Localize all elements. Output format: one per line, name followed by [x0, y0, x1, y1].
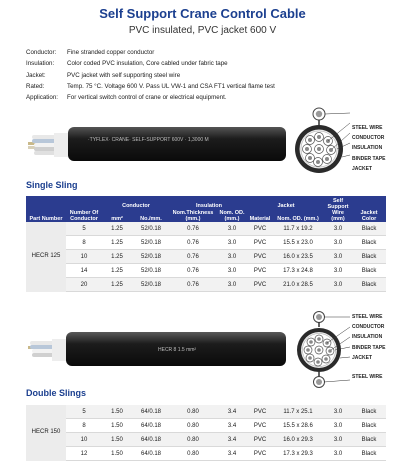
page-title: Self Support Crane Control Cable	[99, 6, 306, 21]
table-cell: 20	[66, 278, 102, 292]
table-cell: PVC	[248, 222, 272, 236]
table-row	[26, 250, 386, 264]
table-cell: 52/0.18	[132, 222, 170, 236]
table-cell: Black	[352, 222, 386, 236]
table-cell: 3.0	[324, 419, 352, 433]
table-cell: 3.0	[324, 433, 352, 447]
table-cell: PVC	[248, 264, 272, 278]
table-cell: 3.0	[216, 250, 248, 264]
table-cell: 3.0	[324, 264, 352, 278]
callout-label: STEEL WIRE	[352, 374, 383, 381]
table-cell: PVC	[248, 405, 272, 419]
table-cell: 1.50	[102, 447, 132, 461]
callout-label: STEEL WIRE	[352, 125, 383, 131]
callout-label: CONDUCTOR	[352, 324, 385, 331]
spec-row-insulation	[26, 58, 386, 69]
table-cell: 3.0	[216, 236, 248, 250]
spec-key: Rated:	[26, 82, 45, 90]
table-cell: 14	[66, 264, 102, 278]
table-cell: 5	[66, 222, 102, 236]
table-cell: 1.50	[102, 419, 132, 433]
table-cell: 8	[66, 236, 102, 250]
spec-list	[26, 47, 386, 103]
table-cell: 5	[66, 405, 102, 419]
table-cell: 1.25	[102, 278, 132, 292]
table-cell: PVC	[248, 447, 272, 461]
table-cell: 0.80	[170, 419, 216, 433]
single-sling-cable-image	[28, 118, 286, 168]
table-cell: Black	[352, 278, 386, 292]
callout-label: INSULATION	[352, 334, 383, 341]
table-cell: 0.80	[170, 433, 216, 447]
table-cell: 0.76	[170, 236, 216, 250]
table-cell: PVC	[248, 250, 272, 264]
table-cell: 3.0	[324, 447, 352, 461]
col-header-no-mm: No./mm.	[132, 209, 170, 222]
table-cell: 11.7 x 25.1	[272, 405, 324, 419]
table-cell: 1.50	[102, 433, 132, 447]
col-header-jacket: Jacket	[248, 196, 324, 209]
table-cell: Black	[352, 433, 386, 447]
table-cell: 64/0.18	[132, 405, 170, 419]
page-subtitle: PVC insulated, PVC jacket 600 V	[128, 25, 277, 36]
table-row	[26, 447, 386, 461]
callout-label: BINDER TAPE	[352, 344, 386, 351]
table-cell: 10	[66, 433, 102, 447]
table-cell: 3.0	[324, 250, 352, 264]
table-cell: PVC	[248, 433, 272, 447]
cable-print-text: HECR 8 1.5 mm²	[158, 347, 197, 353]
table-cell: 3.0	[324, 278, 352, 292]
table-cell: 15.5 x 28.6	[272, 419, 324, 433]
part-number-cell: HECR 150	[26, 405, 66, 461]
spec-row-conductor	[26, 47, 386, 58]
table-cell: PVC	[248, 278, 272, 292]
table-row	[26, 222, 386, 236]
table-cell: 3.4	[216, 405, 248, 419]
table-cell: 3.0	[216, 278, 248, 292]
col-header-part-number: Part Number	[26, 196, 66, 222]
double-slings-cable-image	[28, 326, 286, 372]
table-cell: 11.7 x 19.2	[272, 222, 324, 236]
section-title-double-slings: Double Slings	[26, 388, 87, 398]
table-cell: 21.0 x 28.5	[272, 278, 324, 292]
callout-label: STEEL WIRE	[352, 314, 383, 320]
spec-row-application	[26, 92, 386, 103]
table-cell: 0.80	[170, 447, 216, 461]
table-cell: 3.0	[216, 222, 248, 236]
table-cell: 3.0	[324, 405, 352, 419]
table-cell: 0.80	[170, 405, 216, 419]
callout-label: JACKET	[352, 354, 373, 361]
table-row	[26, 236, 386, 250]
single-sling-cross-section-diagram	[292, 105, 350, 179]
table-cell: 52/0.18	[132, 236, 170, 250]
table-cell: Black	[352, 447, 386, 461]
col-header-self-support-wire: Self Support Wire (mm)	[324, 196, 352, 222]
table-cell: 1.50	[102, 405, 132, 419]
table-cell: Black	[352, 419, 386, 433]
col-header-insulation: Insulation	[170, 196, 248, 209]
table-cell: 1.25	[102, 264, 132, 278]
table-cell: 8	[66, 419, 102, 433]
table-cell: 16.0 x 23.5	[272, 250, 324, 264]
table-row	[26, 278, 386, 292]
table-cell: 64/0.18	[132, 433, 170, 447]
table-cell: 10	[66, 250, 102, 264]
spec-key: Application:	[26, 94, 58, 102]
spec-key: Jacket:	[26, 71, 46, 79]
table-cell: 3.0	[216, 264, 248, 278]
spec-value: For vertical switch control of crane or electrical equipment.	[67, 94, 227, 102]
callout-label: JACKET	[352, 165, 373, 172]
table-cell: 64/0.18	[132, 447, 170, 461]
table-cell: 0.76	[170, 264, 216, 278]
table-cell: 52/0.18	[132, 250, 170, 264]
col-header-mm2: mm²	[102, 209, 132, 222]
table-cell: 1.25	[102, 250, 132, 264]
table-cell: 0.76	[170, 278, 216, 292]
table-cell: 0.76	[170, 250, 216, 264]
callout-label: CONDUCTOR	[352, 135, 385, 142]
callout-label: BINDER TAPE	[352, 155, 386, 162]
table-cell: 3.0	[324, 222, 352, 236]
table-cell: 17.3 x 29.3	[272, 447, 324, 461]
cable-print-text: ·TYFLEX· CRANE· SELF-SUPPORT 600V · 1,3000 M	[88, 137, 209, 143]
spec-value: Fine stranded copper conductor	[67, 49, 155, 56]
col-header-conductor: Conductor	[102, 196, 170, 209]
col-header-nom-od: Nom. OD. (mm.)	[216, 209, 248, 222]
table-row	[26, 419, 386, 433]
table-row	[26, 405, 386, 419]
table-cell: Black	[352, 250, 386, 264]
single-sling-table	[26, 196, 386, 292]
table-cell: 52/0.18	[132, 278, 170, 292]
double-slings-table	[26, 405, 386, 461]
table-cell: Black	[352, 405, 386, 419]
spec-value: PVC jacket with self supporting steel wire	[67, 71, 181, 79]
table-cell: 16.0 x 29.3	[272, 433, 324, 447]
col-header-jacket-nom-od: Nom. OD. (mm.)	[272, 209, 324, 222]
col-header-number-of-conductor: Number Of Conductor	[66, 196, 102, 222]
callout-label: INSULATION	[352, 145, 383, 152]
spec-value: Color coded PVC insulation, Core cabled under fabric tape	[67, 60, 228, 68]
table-row	[26, 433, 386, 447]
section-title-single-sling: Single Sling	[26, 180, 78, 190]
table-cell: 3.4	[216, 433, 248, 447]
table-cell: Black	[352, 264, 386, 278]
table-cell: 64/0.18	[132, 419, 170, 433]
col-header-nom-thickness: Nom.Thickness (mm.)	[170, 209, 216, 222]
table-cell: 15.5 x 23.0	[272, 236, 324, 250]
single-sling-callouts	[352, 123, 386, 174]
part-number-cell: HECR 125	[26, 222, 66, 292]
table-cell: 3.4	[216, 419, 248, 433]
table-cell: 0.76	[170, 222, 216, 236]
spec-key: Insulation:	[26, 60, 55, 68]
table-cell: 3.4	[216, 447, 248, 461]
table-row	[26, 264, 386, 278]
col-header-material: Material	[248, 209, 272, 222]
table-cell: PVC	[248, 419, 272, 433]
double-slings-callouts	[352, 312, 386, 382]
table-cell: 1.25	[102, 222, 132, 236]
table-cell: 52/0.18	[132, 264, 170, 278]
table-cell: 17.3 x 24.8	[272, 264, 324, 278]
table-cell: 12	[66, 447, 102, 461]
spec-key: Conductor:	[26, 49, 57, 56]
spec-row-jacket	[26, 70, 386, 81]
table-cell: PVC	[248, 236, 272, 250]
table-cell: 3.0	[324, 236, 352, 250]
double-slings-cross-section-diagram	[292, 310, 350, 390]
col-header-jacket-color: Jacket Color	[352, 196, 386, 222]
spec-value: Temp. 75 °C. Voltage 600 V. Pass UL VW-1 and CSA FT1 vertical flame test	[67, 82, 275, 90]
table-cell: Black	[352, 236, 386, 250]
table-cell: 1.25	[102, 236, 132, 250]
spec-row-rated	[26, 81, 386, 92]
